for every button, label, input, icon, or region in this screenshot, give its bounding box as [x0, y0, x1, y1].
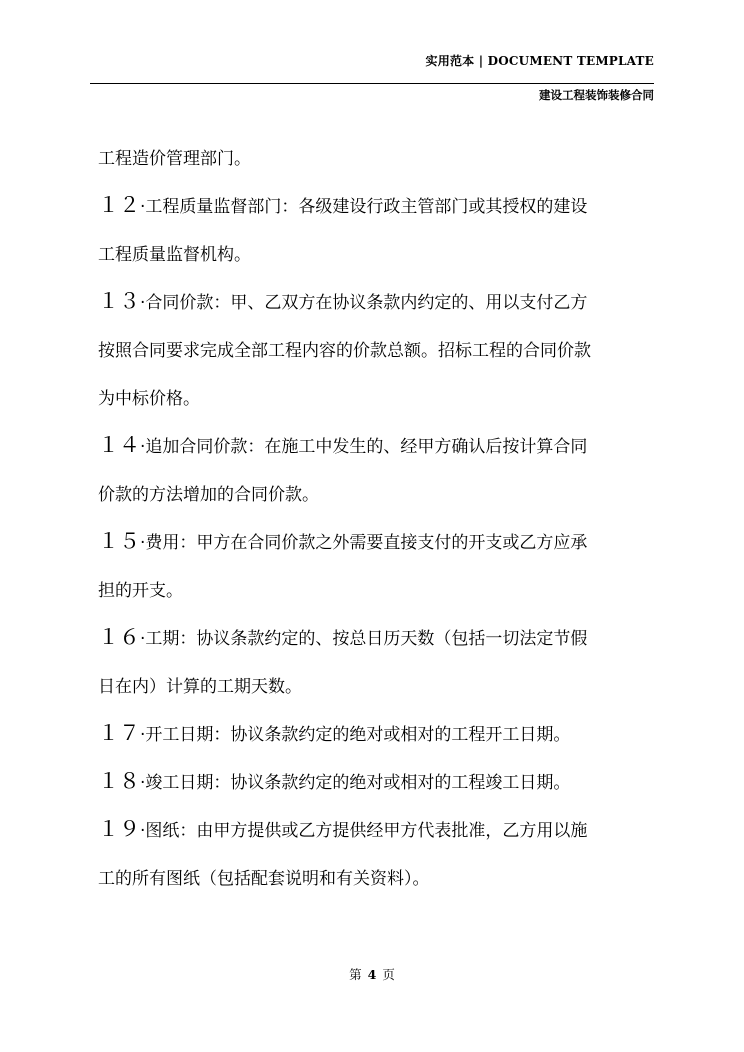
clause-number: １３: [98, 289, 140, 313]
line-text: ·工程质量监督部门：各级建设行政主管部门或其授权的建设: [140, 197, 588, 217]
text-line: [98, 331, 658, 379]
text-line: [98, 571, 658, 619]
document-body: [98, 139, 658, 907]
text-line: [98, 283, 658, 331]
line-text: ·合同价款：甲、乙双方在协议条款内约定的、用以支付乙方: [140, 293, 588, 313]
line-text: 为中标价格。: [98, 389, 200, 409]
line-text: 工程造价管理部门。: [98, 149, 251, 169]
line-text: 担的开支。: [98, 581, 183, 601]
text-line: [98, 763, 658, 811]
page-number: 4: [367, 967, 377, 982]
clause-number: １８: [98, 769, 140, 793]
line-text: 工程质量监督机构。: [98, 245, 251, 265]
line-text: ·开工日期：协议条款约定的绝对或相对的工程开工日期。: [140, 725, 571, 745]
line-text: ·竣工日期：协议条款约定的绝对或相对的工程竣工日期。: [140, 773, 571, 793]
line-text: ·费用：甲方在合同价款之外需要直接支付的开支或乙方应承: [140, 533, 588, 553]
clause-number: １９: [98, 817, 140, 841]
page-footer: [0, 965, 744, 983]
header-divider: [90, 83, 654, 84]
text-line: [98, 715, 658, 763]
line-text: ·图纸：由甲方提供或乙方提供经甲方代表批准，乙方用以施: [140, 821, 588, 841]
line-text: 日在内）计算的工期天数。: [98, 677, 302, 697]
clause-number: １６: [98, 625, 140, 649]
text-line: [98, 475, 658, 523]
text-line: [98, 187, 658, 235]
footer-prefix: 第: [349, 967, 362, 982]
text-line: [98, 619, 658, 667]
clause-number: １２: [98, 193, 140, 217]
text-line: [98, 427, 658, 475]
text-line: [98, 811, 658, 859]
text-line: [98, 139, 658, 187]
line-text: ·追加合同价款：在施工中发生的、经甲方确认后按计算合同: [140, 437, 588, 457]
header-title: 实用范本 | DOCUMENT TEMPLATE: [425, 54, 654, 68]
footer-suffix: 页: [382, 967, 395, 982]
clause-number: １５: [98, 529, 140, 553]
line-text: ·工期：协议条款约定的、按总日历天数（包括一切法定节假: [140, 629, 588, 649]
line-text: 工的所有图纸（包括配套说明和有关资料）。: [98, 869, 430, 889]
text-line: [98, 667, 658, 715]
text-line: [98, 379, 658, 427]
clause-number: １４: [98, 433, 140, 457]
text-line: [98, 523, 658, 571]
line-text: 价款的方法增加的合同价款。: [98, 485, 319, 505]
text-line: [98, 859, 658, 907]
document-subtitle: 建设工程装饰装修合同: [539, 88, 654, 102]
clause-number: １７: [98, 721, 140, 745]
line-text: 按照合同要求完成全部工程内容的价款总额。招标工程的合同价款: [98, 341, 591, 361]
text-line: [98, 235, 658, 283]
